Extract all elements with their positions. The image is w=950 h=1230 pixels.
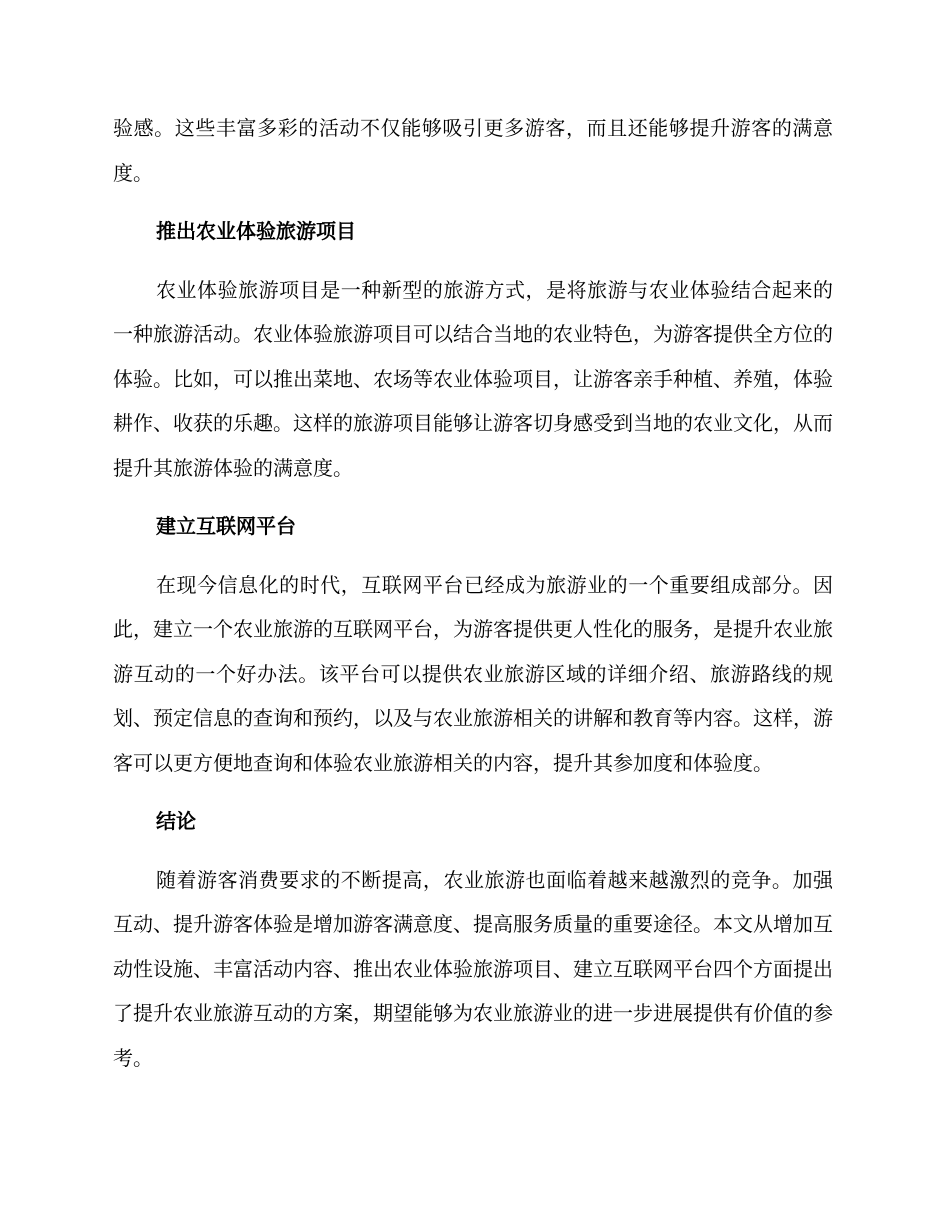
paragraph-agri-experience: 农业体验旅游项目是一种新型的旅游方式，是将旅游与农业体验结合起来的一种旅游活动。农业体验旅游项目可以结合当地的农业特色，为游客提供全方位的体验。比如，可以推出菜地、农场等农业体验项目，让游客亲手种植、养殖，体验耕作、收获的乐趣。这样的旅游项目能够让游客切身感受到当地的农业文化，从而提升其旅游体验的满意度。 — [113, 277, 833, 480]
document-page — [113, 106, 833, 1080]
section-heading-internet-platform: 建立互联网平台 — [156, 514, 296, 538]
section-heading-agri-experience: 推出农业体验旅游项目 — [156, 219, 356, 243]
paragraph-conclusion: 随着游客消费要求的不断提高，农业旅游也面临着越来越激烈的竞争。加强互动、提升游客体验是增加游客满意度、提高服务质量的重要途径。本文从增加互动性设施、丰富活动内容、推出农业体验旅游项目、建立互联网平台四个方面提出了提升农业旅游互动的方案，期望能够为农业旅游业的进一步进展提供有价值的参考。 — [113, 867, 833, 1070]
section-heading-conclusion: 结论 — [156, 809, 196, 833]
paragraph-internet-platform: 在现今信息化的时代，互联网平台已经成为旅游业的一个重要组成部分。因此，建立一个农业旅游的互联网平台，为游客提供更人性化的服务，是提升农业旅游互动的一个好办法。该平台可以提供农业旅游区域的详细介绍、旅游路线的规划、预定信息的查询和预约，以及与农业旅游相关的讲解和教育等内容。这样，游客可以更方便地查询和体验农业旅游相关的内容，提升其参加度和体验度。 — [113, 572, 833, 775]
paragraph-continuation: 验感。这些丰富多彩的活动不仅能够吸引更多游客，而且还能够提升游客的满意度。 — [113, 116, 833, 185]
